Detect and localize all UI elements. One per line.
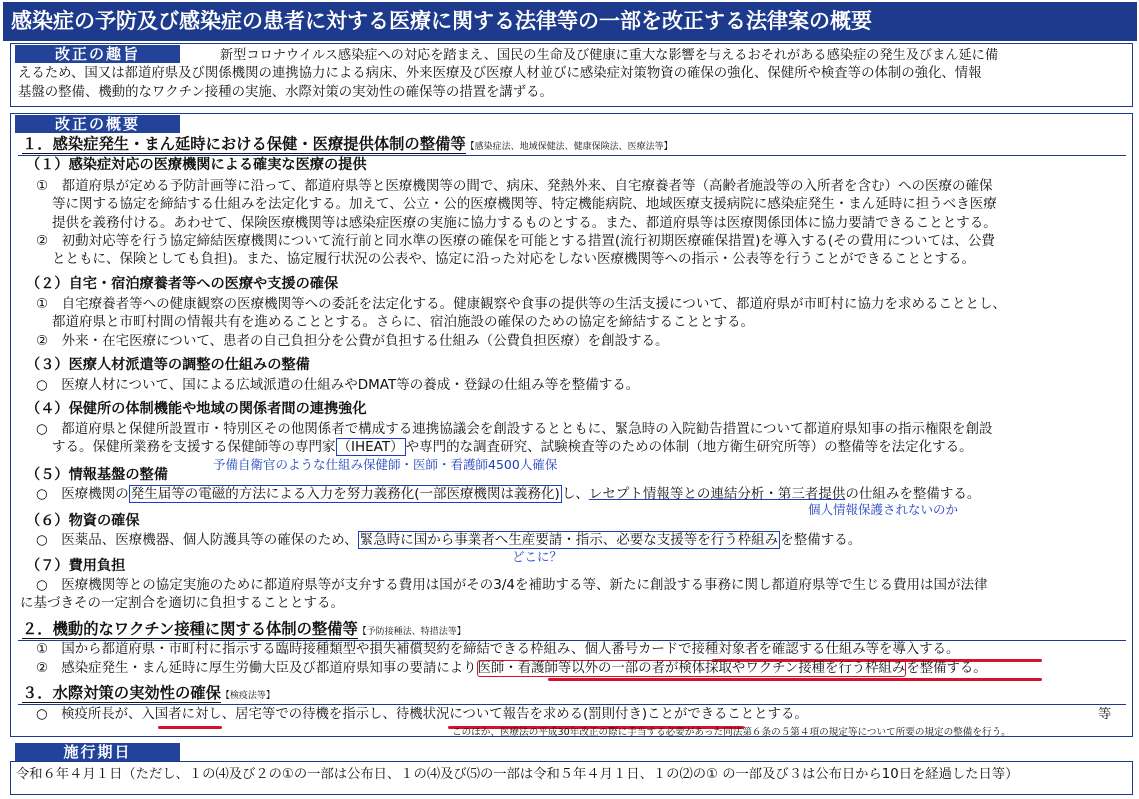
- sub4-line-2: [52, 438, 973, 456]
- s3-line: [36, 706, 808, 724]
- section-1-laws: 【感染症法、地域保健法、健康保険法、医療法等】: [465, 142, 673, 152]
- purpose-label: 改正の趣旨: [15, 45, 180, 63]
- s2-line-2c: を整備する。: [906, 661, 987, 676]
- sub4-heading: （４）保健所の体制機能や地域の関係者間の連携強化: [26, 401, 367, 417]
- sub2-line-3: ② 外来・在宅医療について、患者の自己負担分を公費が負担する仕組み（公費負担医療）を創設する。: [36, 333, 669, 349]
- s2-line-2: [36, 660, 987, 678]
- iheat-box: （IHEAT）: [337, 439, 404, 455]
- sub4-line-1: ○ 都道府県と保健所設置市・特別区その他関係者で構成する連携協議会を創設するとともに、緊急時の入院勧告措置について都道府県知事の指示権限を創設: [36, 421, 993, 437]
- sub7-line-2: に基づきその一定割合を適切に負担することとする。: [20, 595, 344, 611]
- sub1-line-1: ① 都道府県が定める予防計画等に沿って、都道府県等と医療機関等の間で、病床、発熱外来、自宅療養者等（高齢者施設等の入所者を含む）への医療の確保: [36, 178, 993, 194]
- s3-line-d: 待機状況について報告を求める(罰則付き): [395, 707, 648, 722]
- s2-line-1a: ① 国から都道府県・市町村に指示する臨時接種類型や損失補償契約を締結できる枠組み、: [36, 642, 585, 657]
- sub5-part-a: ○ 医療機関の: [36, 486, 129, 502]
- section-3-laws: 【検疫法等】: [220, 691, 275, 701]
- purpose-line-1: 新型コロナウイルス感染症への対応を踏まえ、国民の生命及び健康に重大な影響を与えるおそれがある感染症の発生及びまん延に備: [220, 48, 999, 63]
- purpose-line-3: 基盤の整備、機動的なワクチン接種の実施、水際対策の実効性の確保等の措置を講ずる。: [18, 85, 553, 100]
- section-1-heading: [22, 135, 673, 156]
- sub2-line-2: 都道府県と市町村間の情報共有を進めることとする。さらに、宿泊施設の確保のための協定を締結することとする。: [52, 314, 754, 330]
- section-2-heading: [22, 620, 466, 641]
- section-3-heading-text: ３．水際対策の実効性の確保: [22, 684, 221, 702]
- s3-line-b: 入国者: [141, 707, 182, 722]
- s3-line-e: ことができることとする。: [647, 707, 808, 722]
- sub7-heading: （７）費用負担: [26, 558, 126, 574]
- annotation-privacy: 個人情報保護されないのか: [808, 502, 959, 517]
- sub2-line-1: ① 自宅療養者等への健康観察の医療機関等への委託を法定化する。健康観察や食事の提供等の生活支援について、都道府県が市町村に協力を求めることとし、: [36, 296, 1007, 312]
- s3-footnote: このほか、医療法の平成30年改正の際に手当する必要があった同法第６条の５第４項の規定等について所要の規定の整備を行う。: [452, 727, 1011, 738]
- effective-text: 令和６年４月１日（ただし、１の⑷及び２の①の一部は公布日、１の⑷及び⑸の一部は令和５年４月１日、１の⑵の① の一部及び３は公布日から10日を経過した日等）: [16, 767, 1019, 782]
- sub6-part-b: を整備する。: [780, 532, 862, 548]
- purpose-line-2: えるため、国又は都道府県及び関係機関の連携協力による病床、外来医療及び医療人材並びに感染症対策物資の確保の強化、保健所や検査等の体制の強化、情報: [18, 66, 982, 81]
- sub3-line-1: ○ 医療人材について、国による広域派遣の仕組みやDMAT等の養成・登録の仕組み等を整備する。: [36, 377, 640, 393]
- overview-label: 改正の概要: [15, 115, 180, 133]
- page-title: 感染症の予防及び感染症の患者に対する医療に関する法律等の一部を改正する法律案の概要: [3, 2, 1137, 41]
- sub5-part-b: し、: [561, 486, 589, 502]
- sub6-part-a: ○ 医薬品、医療機器、個人防護具等の確保のため、: [36, 532, 358, 548]
- sub1-line-5: とともに、保険としても負担)。また、協定履行状況の公表や、協定に沿った対応をしない医療機関等への指示・公表等を行うことができることとする。: [52, 251, 975, 267]
- s2-line-1: [36, 641, 959, 659]
- sub5-heading: （５）情報基盤の整備: [26, 467, 168, 483]
- sub1-line-4: ② 初動対応等を行う協定締結医療機関について流行前と同水準の医療の確保を可能とする措置(流行初期医療確保措置)を導入する(その費用については、公費: [36, 233, 995, 249]
- red-underline-non-doctors: [548, 678, 1042, 681]
- red-underline-entrants: [158, 726, 222, 729]
- s3-etc: 等: [1098, 707, 1112, 722]
- section-1-heading-text: １．感染症発生・まん延時における保健・医療提供体制の整備等: [22, 135, 466, 153]
- annotation-where: どこに？: [512, 549, 563, 564]
- s3-line-a: ○ 検疫所長が、: [36, 707, 142, 722]
- sub4-line-2b: や専門的な調査研究、試験検査等のための体制（地方衛生研究所等）の整備等を法定化する。: [405, 439, 973, 455]
- sub6-line-1: [36, 531, 861, 549]
- sub5-part-c: の仕組みを整備する。: [845, 486, 981, 502]
- annotation-iheat: 予備自衛官のような仕組み保健師・医師・看護師4500人確保: [213, 457, 558, 472]
- sub5-underlined-text: レセプト情報等との連結分析・第三者提供: [588, 486, 846, 502]
- section-2-heading-text: ２．機動的なワクチン接種に関する体制の整備等: [22, 620, 358, 638]
- section-3-rule: [18, 704, 1126, 705]
- sub1-line-2: 等に関する協定を締結する仕組みを法定化する。加えて、公立・公的医療機関等、特定機能病院、地域医療支援病院に感染症発生・まん延時に担うべき医療: [52, 196, 997, 212]
- sub7-line-1: ○ 医療機関等との協定実施のために都道府県等が支弁する費用は国がその3/4を補助する等、新たに創設する事務に関し都道府県等で生じる費用は国が法律: [36, 577, 988, 593]
- sub3-heading: （３）医療人材派遣等の調整の仕組みの整備: [26, 357, 310, 373]
- sub1-line-3: 提供を義務付ける。あわせて、保険医療機関等は感染症医療の実施に協力するものとする。また、都道府県等は医療関係団体に協力要請できることとする。: [52, 215, 997, 231]
- s2-line-1b: 個人番号カードで接種対象者を確認する仕組み: [584, 642, 866, 657]
- sub6-heading: （６）物資の確保: [26, 513, 140, 529]
- effective-label: 施行期日: [15, 743, 180, 761]
- sub4-line-2a: する。保健所業務を支援する保健師等の専門家: [52, 439, 336, 455]
- sub1-heading: （１）感染症対応の医療機関による確実な医療の提供: [26, 157, 367, 173]
- section-3-heading: [22, 684, 275, 705]
- s2-line-1c: 等を導入する。: [865, 642, 960, 657]
- s2-line-2b: 医師・看護師等以外の一部の者が検体採取やワクチン接種を行う枠組み: [477, 661, 906, 676]
- sub2-heading: （２）自宅・宿泊療養者等への医療や支援の確保: [26, 276, 339, 292]
- s2-line-2a: ② 感染症発生・まん延時に厚生労働大臣及び都道府県知事の要請により: [36, 661, 477, 676]
- sub6-boxed-text: 緊急時に国から事業者へ生産要請・指示、必要な支援等を行う枠組み: [359, 532, 779, 548]
- s3-line-c: に対し、居宅等での待機を指示し、: [181, 707, 396, 722]
- sub5-boxed-text: 発生届等の電磁的方法による入力を努力義務化(一部医療機関は義務化): [130, 486, 560, 502]
- section-2-laws: 【予防接種法、特措法等】: [357, 627, 466, 637]
